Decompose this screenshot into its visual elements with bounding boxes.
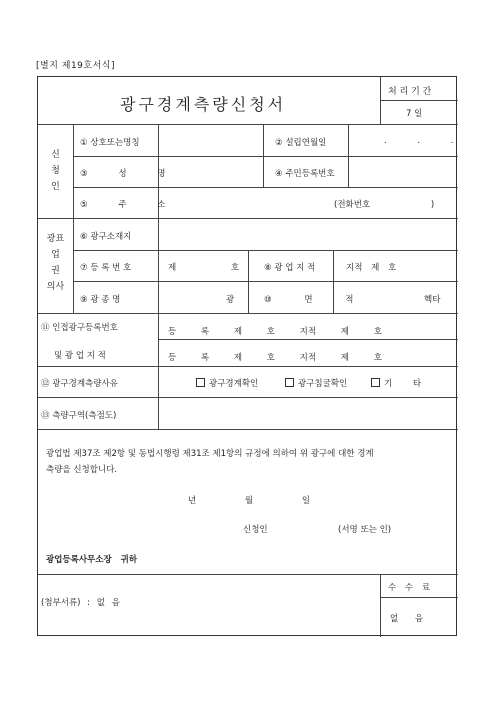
rule-adjacent-end [38, 366, 458, 367]
area-size-label: ⑩ 면 적 [264, 295, 354, 305]
form-number-label: [별지 제19호서식] [36, 61, 115, 71]
rule-zone-end [38, 429, 458, 430]
signature-placeholder: (서명 또는 인) [338, 525, 392, 535]
rule-processing [380, 100, 458, 101]
founding-date-label: ② 설립연월일 [275, 138, 327, 148]
reason-intrusion-checkbox[interactable] [285, 378, 294, 387]
recipient-line: 광업등록사무소장 귀하 [46, 555, 138, 565]
rule-statement-end [38, 574, 458, 575]
phone-label: (전화번호 ) [334, 200, 435, 210]
mining-side-label: 광표 업 권 의사 [46, 234, 65, 292]
rule-applicant-col2 [263, 124, 264, 187]
reason-option-boundary[interactable]: 광구경계확인 [196, 377, 258, 389]
address-label: ⑤ 주 소 [80, 200, 166, 210]
adjacent-label-line1: ⑪ 인접광구등록번호 [41, 323, 118, 333]
survey-zone-label: ⑬ 측량구역(측점도) [41, 411, 117, 421]
registration-number-value: 제 호 [168, 263, 240, 273]
reason-option-intrusion[interactable]: 광구침굴확인 [285, 377, 347, 389]
rule-applicant-1 [73, 156, 458, 157]
company-name-label: ① 상호또는명칭 [80, 138, 140, 148]
adjacent-row2: 등 록 제 호 지적 제 호 [168, 353, 382, 363]
rule-adjacent-mid [158, 339, 458, 340]
statement-body-line2: 측량을 신청합니다. [46, 465, 118, 475]
mining-area-value: 지적 제 호 [346, 263, 397, 273]
mine-location-label: ⑥ 광구소재지 [80, 232, 132, 242]
adjacent-row1: 등 록 제 호 지적 제 호 [168, 327, 382, 337]
rule-applicant-end [38, 218, 458, 219]
resident-number-label: ④ 주민등록번호 [275, 169, 335, 179]
reason-option-other[interactable]: 기 타 [371, 377, 421, 389]
rule-mining-2 [73, 281, 458, 282]
rule-title-split [380, 77, 381, 124]
rule-applicant-2 [73, 187, 458, 188]
registration-number-label: ⑦ 등 록 번 호 [80, 263, 132, 273]
person-name-label: ③ 성 명 [80, 169, 166, 179]
area-size-value: 헥타 [424, 295, 441, 305]
rule-mining-1 [73, 250, 458, 251]
rule-side-label [73, 124, 74, 313]
statement-body-line1: 광업법 제37조 제2항 및 동법시행령 제31조 제1항의 규정에 의하여 위 광구에 대한 경계 [46, 449, 374, 459]
application-form [37, 76, 468, 636]
applicant-side-label: 신 청 인 [51, 150, 60, 192]
application-date: 년 월 일 [188, 496, 311, 506]
survey-reason-label: ⑫ 광구경계측량사유 [41, 379, 118, 389]
attachment-label: (첨부서류) : 없 음 [41, 598, 120, 608]
reason-other-checkbox[interactable] [371, 378, 380, 387]
fee-label: 수 수 료 [388, 583, 431, 593]
rule-mining-end [38, 313, 458, 314]
processing-period-value: 7 일 [406, 109, 423, 119]
rule-mining-col2 [248, 250, 249, 313]
form-title: 광구경계측량신청서 [120, 95, 287, 114]
mining-area-label: ⑧ 광 업 지 적 [264, 263, 316, 273]
founding-date-value: . . . [384, 136, 468, 146]
fee-value: 없 음 [390, 614, 424, 624]
rule-reason-end [38, 397, 458, 398]
rule-fee [380, 597, 458, 598]
mineral-type-label: ⑨ 광 종 명 [80, 295, 121, 305]
applicant-signature-label: 신청인 [243, 525, 268, 535]
adjacent-label-line2: 및 광 업 지 적 [54, 351, 106, 361]
mineral-type-value: 광 [226, 295, 235, 305]
rule-applicant-col3 [348, 124, 349, 187]
rule-header [38, 124, 458, 125]
reason-boundary-checkbox[interactable] [196, 378, 205, 387]
processing-period-label: 처 리 기 간 [388, 87, 432, 97]
rule-fee-split [380, 574, 381, 637]
rule-mining-col1 [158, 218, 159, 429]
